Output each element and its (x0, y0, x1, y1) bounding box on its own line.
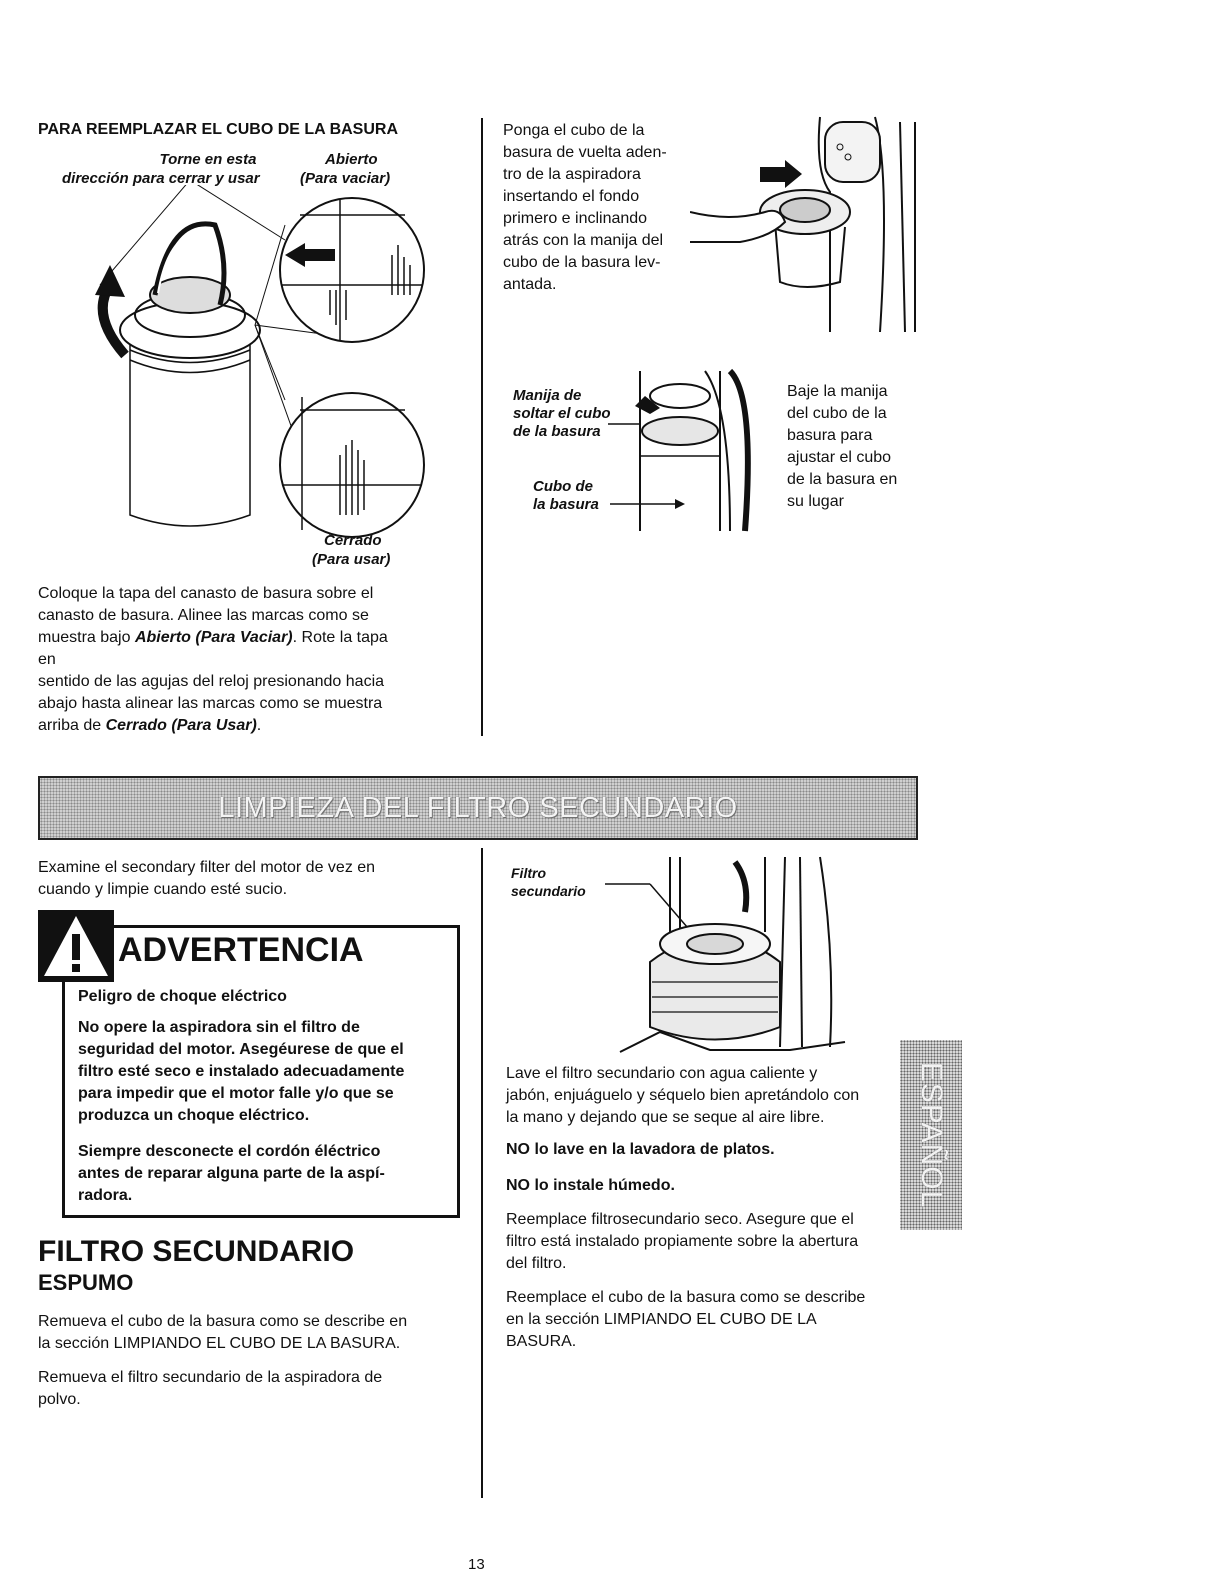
para-line (38, 715, 458, 737)
lower-handle-paragraph (787, 381, 897, 513)
para-line: atrás con la manija del (503, 232, 664, 249)
label-line: de la basura (513, 423, 601, 440)
column-divider-bottom (481, 848, 483, 1498)
para-line: del cubo de la (787, 405, 887, 422)
para-line: Remueva el filtro secundario de la aspiradora de (38, 1369, 383, 1386)
reinsert-paragraph (503, 120, 667, 296)
label-turn-direction (108, 151, 308, 169)
para-line: la mano y dejando que se seque al aire libre. (506, 1109, 825, 1126)
secondary-filter-illustration (590, 852, 860, 1058)
label-closed-1: Cerrado (324, 532, 382, 549)
para-line: tro de la aspiradora (503, 166, 641, 183)
para-text: arriba de (38, 717, 106, 734)
para-line: sentido de las agujas del reloj presionando hacia (38, 673, 385, 690)
para-line: su lugar (787, 493, 844, 510)
label-closed-2: (Para usar) (312, 551, 391, 568)
label-line: Manija de (513, 387, 582, 404)
label-turn-direction-2: dirección para cerrar y usar (62, 170, 260, 187)
para-line: canasto de basura. Alinee las marcas como se (38, 607, 369, 624)
label-line: secundario (511, 883, 586, 899)
para-line: en la sección LIMPIANDO EL CUBO DE LA (506, 1311, 817, 1328)
para-line: Reemplace filtrosecundario seco. Asegure que el (506, 1211, 854, 1228)
warning-line: Siempre desconecte el cordón éléctrico (78, 1143, 381, 1160)
warning-line: No opere la aspiradora sin el filtro de (78, 1019, 360, 1036)
para-line: Coloque la tapa del canasto de basura sobre el (38, 585, 374, 602)
warning-line: produzca un choque eléctrico. (78, 1107, 310, 1124)
label-line: soltar el cubo (513, 405, 611, 422)
para-line: Examine el secondary filter del motor de vez en (38, 859, 376, 876)
para-line: ajustar el cubo (787, 449, 892, 466)
label-open-2: (Para vaciar) (300, 170, 391, 187)
para-line: antada. (503, 276, 557, 293)
para-text: . (256, 717, 262, 734)
language-tab (900, 1040, 962, 1230)
column-divider-top (481, 118, 483, 736)
lower-handle-illustration (580, 366, 770, 536)
reinsert-cup-illustration (690, 112, 925, 337)
caution-no-dishwasher: NO lo lave en la lavadora de platos. (506, 1141, 775, 1158)
para-line: polvo. (38, 1391, 81, 1408)
warning-subtitle: Peligro de choque eléctrico (78, 988, 287, 1005)
caution-not-wet: NO lo instale húmedo. (506, 1177, 675, 1194)
replace-filter-paragraph (506, 1209, 858, 1275)
label-secondary-filter (511, 864, 586, 900)
instructions-paragraph (38, 583, 458, 737)
wash-filter-paragraph (506, 1063, 859, 1129)
para-line: cubo de la basura lev- (503, 254, 661, 271)
para-line: insertando el fondo (503, 188, 640, 205)
para-line: filtro está instalado propiamente sobre la abertura (506, 1233, 859, 1250)
para-text: . Rote la tapa (292, 629, 388, 646)
warning-line: seguridad del motor. Asegéurese de que el (78, 1041, 404, 1058)
para-emphasis: Cerrado (Para Usar) (105, 717, 257, 734)
dust-cup-illustration (70, 185, 440, 545)
replace-cup-paragraph (506, 1287, 865, 1353)
para-text: muestra bajo (38, 629, 135, 646)
section-title: FILTRO SECUNDARIO (38, 1235, 355, 1268)
label-line: Filtro (511, 865, 546, 881)
para-line: cuando y limpie cuando esté sucio. (38, 881, 288, 898)
para-line (38, 627, 458, 649)
label-turn-line-1: Torne en esta (159, 151, 257, 168)
para-line: BASURA. (506, 1333, 577, 1350)
banner-title: LIMPIEZA DEL FILTRO SECUNDARIO (218, 792, 738, 824)
para-line: Ponga el cubo de la (503, 122, 645, 139)
para-line: abajo hasta alinear las marcas como se muestra (38, 695, 383, 712)
label-line: Cubo de (533, 478, 593, 495)
intro-paragraph (38, 857, 375, 901)
para-line: jabón, enjuáguelo y séquelo bien apretándolo con (506, 1087, 860, 1104)
para-emphasis: Abierto (Para Vaciar) (134, 629, 293, 646)
language-tab-label: ESPAÑOL (915, 1061, 948, 1209)
warning-line: radora. (78, 1187, 133, 1204)
label-line: la basura (533, 496, 599, 513)
para-line: primero e inclinando (503, 210, 648, 227)
para-line: la sección LIMPIANDO EL CUBO DE LA BASURA. (38, 1335, 401, 1352)
para-line: Reemplace el cubo de la basura como se describe (506, 1289, 866, 1306)
section-banner (38, 776, 918, 840)
warning-text-1 (78, 1017, 404, 1127)
para-line: Lave el filtro secundario con agua caliente y (506, 1065, 818, 1082)
page-number: 13 (468, 1556, 485, 1573)
para-line: del filtro. (506, 1255, 567, 1272)
warning-title: ADVERTENCIA (118, 931, 364, 969)
para-line: en (38, 651, 56, 668)
remove-filter-paragraph (38, 1367, 382, 1411)
para-line: basura para (787, 427, 873, 444)
remove-cup-paragraph (38, 1311, 407, 1355)
section-subtitle: ESPUMO (38, 1270, 134, 1295)
warning-icon (38, 910, 114, 982)
warning-line: para impedir que el motor falle y/o que se (78, 1085, 394, 1102)
warning-line: filtro esté seco e instalado adecuadamente (78, 1063, 405, 1080)
section-heading-replace-cup: PARA REEMPLAZAR EL CUBO DE LA BASURA (38, 121, 399, 138)
label-open-1: Abierto (325, 151, 378, 168)
para-line: basura de vuelta aden- (503, 144, 667, 161)
warning-text-2 (78, 1141, 385, 1207)
para-line: de la basura en (787, 471, 898, 488)
para-line: Baje la manija (787, 383, 888, 400)
para-line: Remueva el cubo de la basura como se describe en (38, 1313, 408, 1330)
warning-line: antes de reparar alguna parte de la aspí- (78, 1165, 385, 1182)
